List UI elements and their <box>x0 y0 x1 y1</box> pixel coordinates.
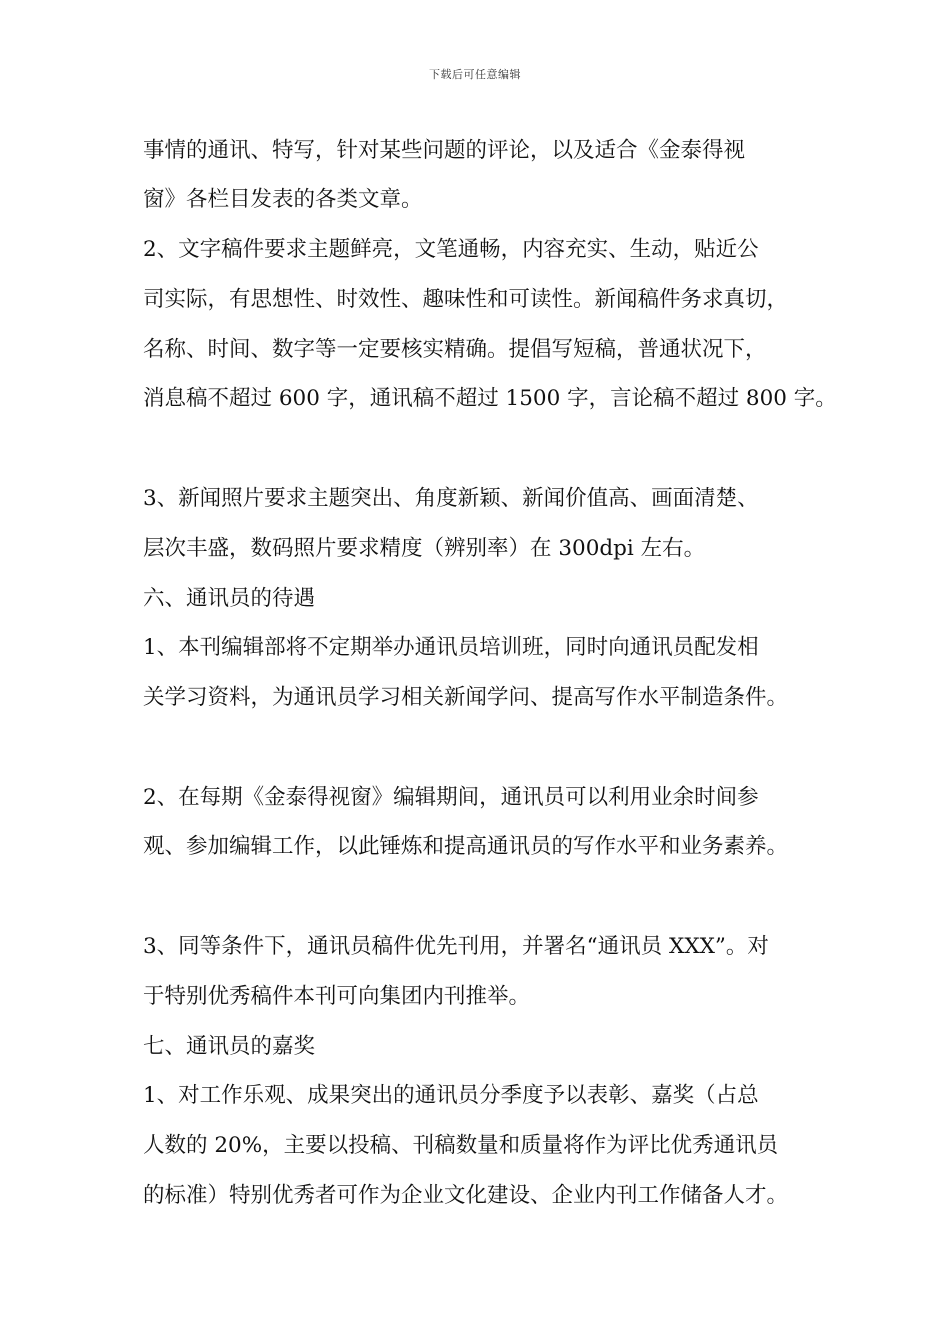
section-heading-7: 七、通讯员的嘉奖 <box>143 1034 316 1059</box>
text-line: 的标准）特别优秀者可作为企业文化建设、企业内刊工作储备人才。 <box>143 1183 789 1208</box>
text-line: 于特别优秀稿件本刊可向集团内刊推举。 <box>143 984 531 1009</box>
text-line: 人数的 20%，主要以投稿、刊稿数量和质量将作为评比优秀通讯员 <box>143 1133 779 1158</box>
section-heading-6: 六、通讯员的待遇 <box>143 586 316 611</box>
text-line: 消息稿不超过 600 字，通讯稿不超过 1500 字，言论稿不超过 800 字。 <box>143 386 837 411</box>
text-line: 3、同等条件下，通讯员稿件优先刊用，并署名“通讯员 XXX”。对 <box>143 934 769 959</box>
text-line: 1、对工作乐观、成果突出的通讯员分季度予以表彰、嘉奖（占总 <box>143 1083 759 1108</box>
text-line: 事情的通讯、特写，针对某些问题的评论，以及适合《金泰得视 <box>143 138 746 163</box>
page-header: 下载后可任意编辑 <box>429 68 521 81</box>
text-line: 名称、时间、数字等一定要核实精确。提倡写短稿，普通状况下， <box>143 337 767 362</box>
paragraph-2-line: 2、文字稿件要求主题鲜亮，文笔通畅，内容充实、生动，贴近公 <box>143 237 759 262</box>
text-line: 层次丰盛，数码照片要求精度（辨别率）在 300dpi 左右。 <box>143 536 706 561</box>
text-line: 观、参加编辑工作，以此锤炼和提高通讯员的写作水平和业务素养。 <box>143 834 789 859</box>
text-line: 1、本刊编辑部将不定期举办通讯员培训班，同时向通讯员配发相 <box>143 635 759 660</box>
text-line: 关学习资料，为通讯员学习相关新闻学问、提高写作水平制造条件。 <box>143 685 789 710</box>
text-line: 司实际，有思想性、时效性、趣味性和可读性。新闻稿件务求真切， <box>143 287 789 312</box>
text-line: 2、在每期《金泰得视窗》编辑期间，通讯员可以利用业余时间参 <box>143 785 759 810</box>
text-line: 窗》各栏目发表的各类文章。 <box>143 187 423 212</box>
paragraph-3-line: 3、新闻照片要求主题突出、角度新颖、新闻价值高、画面清楚、 <box>143 486 759 511</box>
